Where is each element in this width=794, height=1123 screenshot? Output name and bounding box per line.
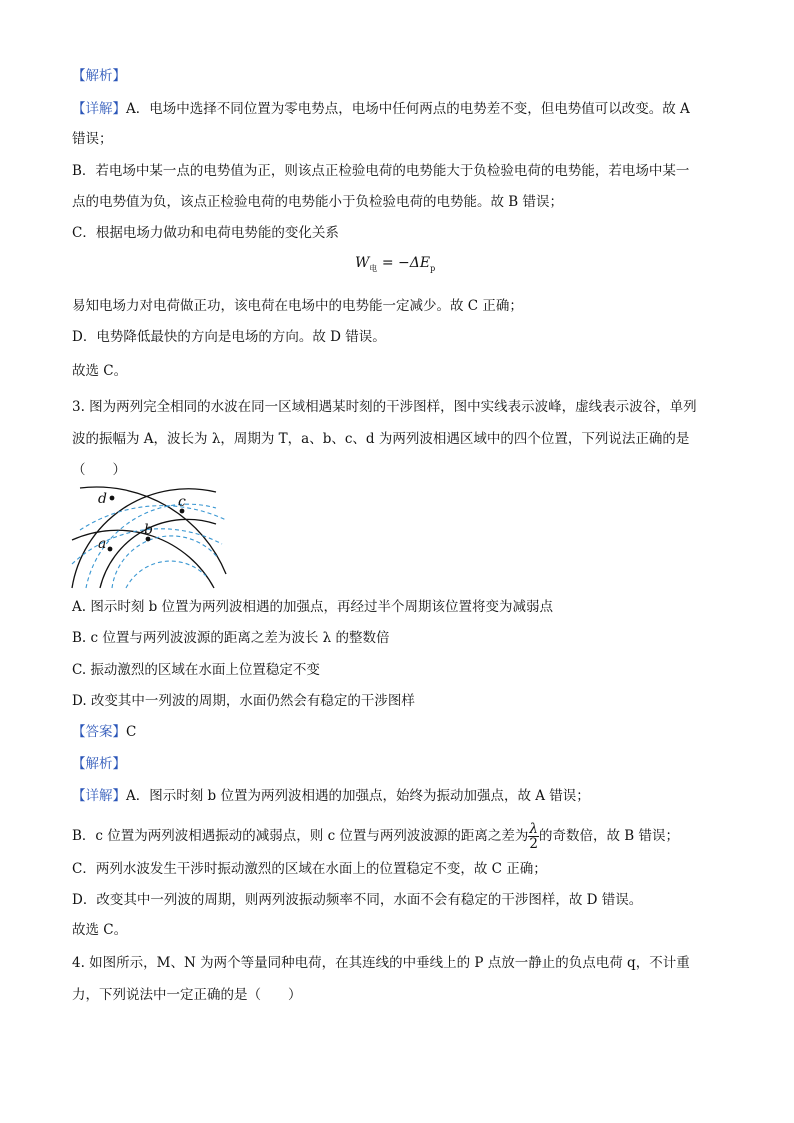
left-source-crest-1 xyxy=(72,489,216,588)
label-c: c xyxy=(178,494,186,510)
label-b: b xyxy=(144,522,153,538)
right-source-crest-2 xyxy=(72,530,214,588)
answer-line xyxy=(72,722,732,742)
question-3-blank: （ ） xyxy=(72,462,126,478)
answer-value: C xyxy=(126,724,137,740)
question-3-stem-2: 波的振幅为 A，波长为 λ，周期为 T，a、b、c、d 为两列波相遇区域中的四个位置，下列说法正确的是 xyxy=(72,431,690,447)
detail-heading: 【详解】 xyxy=(72,101,126,117)
label-a: a xyxy=(98,536,107,552)
detail-a-line: 【详解】A．电场中选择不同位置为零电势点，电场中任何两点的电势差不变，但电势值可以改变。故 A xyxy=(72,101,690,117)
choice-line-2: 故选 C。 xyxy=(72,922,128,938)
option-d: D. 改变其中一列波的周期，水面仍然会有稳定的干涉图样 xyxy=(72,693,415,709)
wave-interference-figure xyxy=(66,484,228,590)
question-4-stem-2: 力，下列说法中一定正确的是（ ） xyxy=(72,987,302,1003)
point-d xyxy=(110,496,115,501)
analysis-heading: 【解析】 xyxy=(72,68,126,84)
trough-4 xyxy=(112,536,218,588)
detail-3c-line: C．两列水波发生干涉时振动激烈的区域在水面上的位置稳定不变，故 C 正确； xyxy=(72,861,547,877)
question-4-stem: 4. 如图所示，M、N 为两个等量同种电荷，在其连线的中垂线上的 P 点放一静止的负点电荷 q，不计重 xyxy=(72,955,690,971)
label-d: d xyxy=(98,491,107,507)
choice-line: 故选 C。 xyxy=(72,363,128,379)
trough-5 xyxy=(126,561,206,588)
option-b: B. c 位置与两列波波源的距离之差为波长 λ 的整数倍 xyxy=(72,630,390,646)
detail-3a-line: 【详解】A．图示时刻 b 位置为两列波相遇的加强点，始终为振动加强点，故 A 错误； xyxy=(72,788,590,804)
detail-b-line-2: 点的电势值为负，该点正检验电荷的电势能小于负检验电荷的电势能。故 B 错误； xyxy=(72,194,564,210)
option-a: A. 图示时刻 b 位置为两列波相遇的加强点，再经过半个周期该位置将变为减弱点 xyxy=(72,599,554,615)
question-3-stem: 3. 图为两列完全相同的水波在同一区域相遇某时刻的干涉图样，图中实线表示波峰，虚线表示波谷，单列 xyxy=(72,399,697,415)
detail-3d-line: D．改变其中一列波的周期，则两列波振动频率不同，水面不会有稳定的干涉图样，故 D 错误。 xyxy=(72,892,643,908)
point-a xyxy=(108,547,113,552)
lambda-half-fraction: $\frac{\lambda}{2}$ xyxy=(529,821,538,852)
detail-b-line: B．若电场中某一点的电势值为正，则该点正检验电荷的电势能大于负检验电荷的电势能，若电场中某一 xyxy=(72,163,690,179)
detail-c-line-2: 易知电场力对电荷做正功，该电荷在电场中的电势能一定减少。故 C 正确； xyxy=(72,298,523,314)
detail-heading-2: 【详解】 xyxy=(72,788,126,804)
option-c: C. 振动激烈的区域在水面上位置稳定不变 xyxy=(72,662,320,678)
detail-3b-line: B．c 位置为两列波相遇振动的减弱点，则 c 位置与两列波波源的距离之差为 $\frac{\lambda}{2}$ 的奇数倍，故 B 错误； xyxy=(72,821,679,852)
detail-a-line-2: 错误； xyxy=(72,131,113,147)
answer-heading: 【答案】 xyxy=(72,724,126,740)
detail-c-line: C．根据电场力做功和电荷电势能的变化关系 xyxy=(72,225,339,241)
detail-d-line: D．电势降低最快的方向是电场的方向。故 D 错误。 xyxy=(72,329,386,345)
analysis-heading-2: 【解析】 xyxy=(72,756,126,772)
work-energy-formula: $W_电 = -\Delta E_p$ xyxy=(355,255,436,273)
